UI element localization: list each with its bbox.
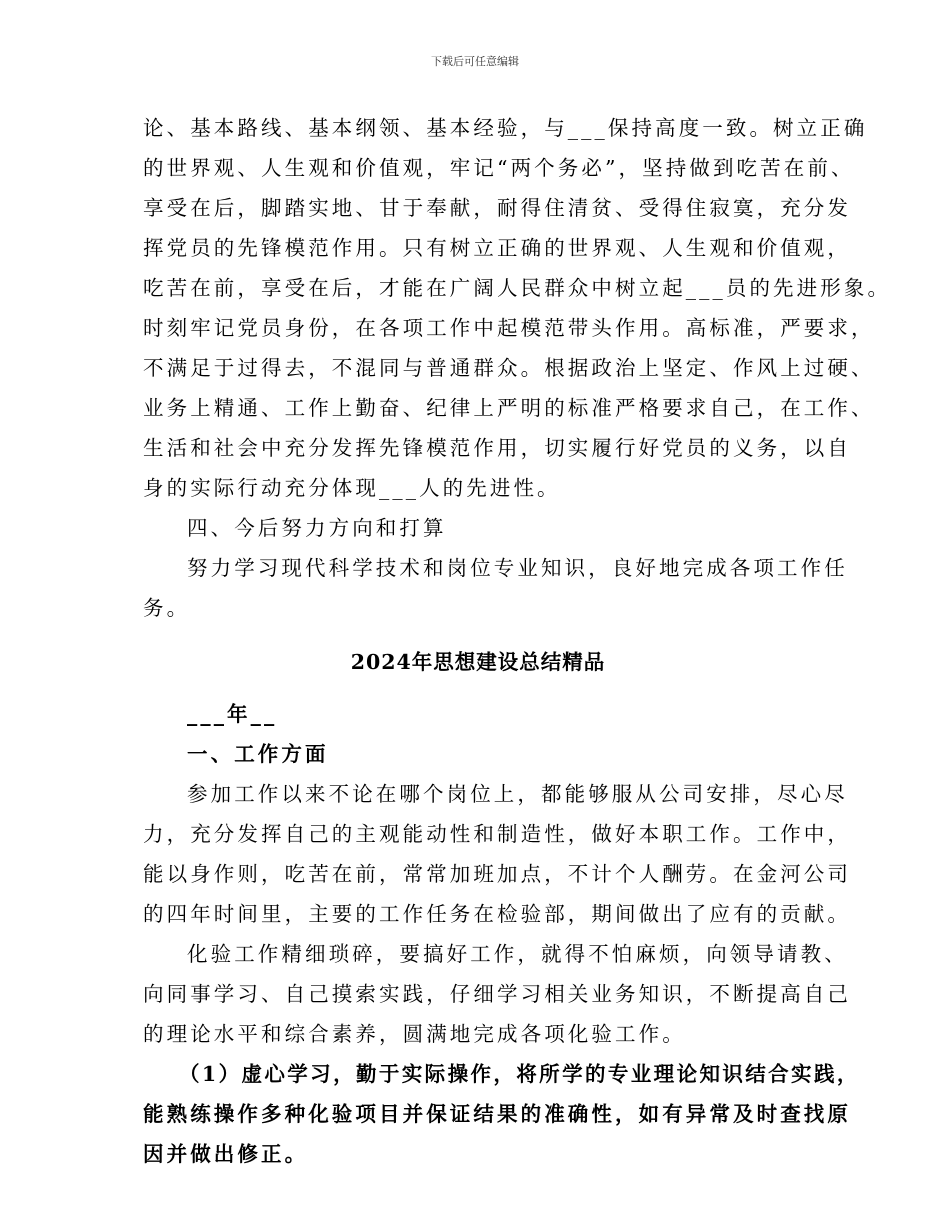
section-heading-work: 一、工作方面 — [187, 742, 329, 766]
text-line: 化验工作精细琐碎，要搞好工作，就得不怕麻烦，向领导请教、 — [187, 942, 848, 966]
paragraph-party-member — [143, 108, 892, 508]
section-heading-future: 四、今后努力方向和打算 — [187, 516, 447, 540]
paragraph-work-attitude — [143, 774, 851, 934]
page-header: 下载后可任意编辑 — [431, 55, 519, 68]
text-line: 力，充分发挥自己的主观能动性和制造性，做好本职工作。工作中， — [143, 822, 851, 846]
text-line: 参加工作以来不论在哪个岗位上，都能够服从公司安排，尽心尽 — [187, 782, 848, 806]
text-line: 享受在后，脚踏实地、甘于奉献，耐得住清贫、受得住寂寞，充分发 — [143, 196, 851, 220]
text-line: 吃苦在前，享受在后，才能在广阔人民群众中树立起___员的先进形象。 — [143, 276, 892, 300]
text-line: 论、基本路线、基本纲领、基本经验，与___保持高度一致。树立正确 — [143, 116, 868, 140]
text-line: 生活和社会中充分发挥先锋模范作用，切实履行好党员的义务，以自 — [143, 436, 851, 460]
paragraph-future-plans — [143, 548, 848, 628]
text-line: 能熟练操作多种化验项目并保证结果的准确性，如有异常及时查找原 — [143, 1102, 851, 1126]
text-line: 不满足于过得去，不混同与普通群众。根据政治上坚定、作风上过硬、 — [143, 356, 875, 380]
text-line: 努力学习现代科学技术和岗位专业知识，良好地完成各项工作任 — [187, 556, 848, 580]
year-line: ___年__ — [187, 702, 278, 726]
text-line: 因并做出修正。 — [143, 1142, 309, 1166]
text-line: 的世界观、人生观和价值观，牢记“两个务必”，坚持做到吃苦在前、 — [143, 156, 855, 180]
document-title: 2024年思想建设总结精品 — [350, 650, 606, 674]
paragraph-bold-item-1 — [143, 1054, 860, 1174]
text-line: 时刻牢记党员身份，在各项工作中起模范带头作用。高标准，严要求， — [143, 316, 875, 340]
document-body — [143, 108, 892, 1174]
text-line: 能以身作则，吃苦在前，常常加班加点，不计个人酬劳。在金河公司 — [143, 862, 851, 886]
text-line: 身的实际行动充分体现___人的先进性。 — [143, 476, 561, 500]
text-line: （1）虚心学习，勤于实际操作，将所学的专业理论知识结合实践， — [179, 1062, 860, 1086]
text-line: 业务上精通、工作上勤奋、纪律上严明的标准严格要求自己，在工作、 — [143, 396, 875, 420]
text-line: 的理论水平和综合素养，圆满地完成各项化验工作。 — [143, 1022, 686, 1046]
text-line: 务。 — [143, 596, 191, 620]
paragraph-lab-work — [143, 934, 851, 1054]
text-line: 挥党员的先锋模范作用。只有树立正确的世界观、人生观和价值观， — [143, 236, 851, 260]
text-line: 向同事学习、自己摸索实践，仔细学习相关业务知识，不断提高自己 — [143, 982, 851, 1006]
text-line: 的四年时间里，主要的工作任务在检验部，期间做出了应有的贡献。 — [143, 902, 851, 926]
